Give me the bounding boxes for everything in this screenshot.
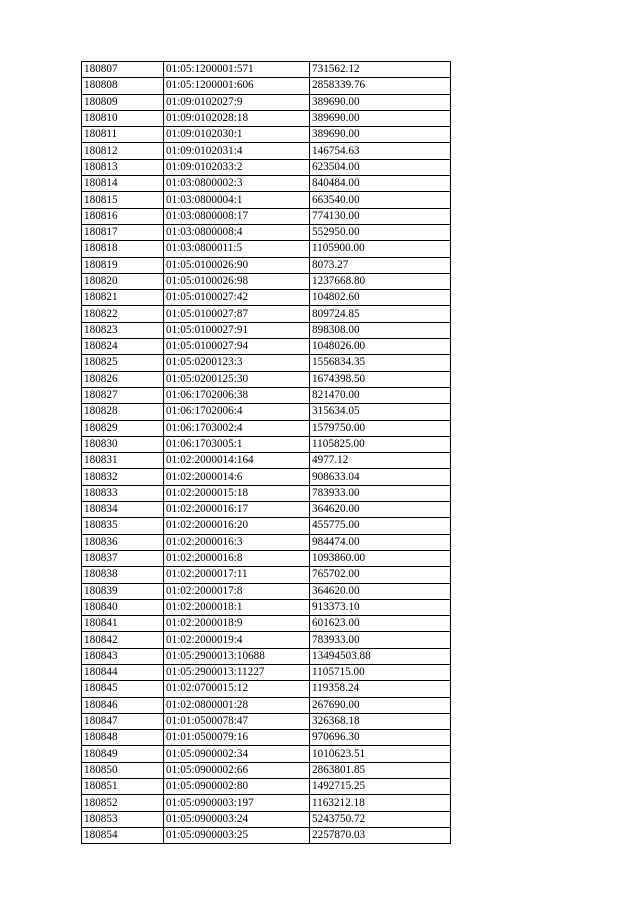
table-row — [82, 159, 451, 175]
table-row — [82, 746, 451, 762]
table-cell-value: 1048026.00 — [310, 339, 451, 355]
table-cell-cadastral-number: 01:09:0102031:4 — [164, 143, 310, 159]
table-cell-value: 2257870.03 — [310, 827, 451, 843]
table-cell-value: 389690.00 — [310, 110, 451, 126]
table-cell-cadastral-number: 01:05:0900002:80 — [164, 779, 310, 795]
table-cell-cadastral-number: 01:05:1200001:606 — [164, 78, 310, 94]
table-cell-cadastral-number: 01:01:0500079:16 — [164, 730, 310, 746]
table-row — [82, 681, 451, 697]
table-row — [82, 502, 451, 518]
table-cell-id: 180812 — [82, 143, 164, 159]
table-row — [82, 110, 451, 126]
table-cell-value: 731562.12 — [310, 62, 451, 78]
table-cell-id: 180829 — [82, 420, 164, 436]
table-cell-cadastral-number: 01:03:0800004:1 — [164, 192, 310, 208]
table-cell-id: 180834 — [82, 502, 164, 518]
table-cell-id: 180819 — [82, 257, 164, 273]
table-cell-value: 364620.00 — [310, 583, 451, 599]
table-row — [82, 257, 451, 273]
table-cell-id: 180853 — [82, 811, 164, 827]
table-row — [82, 355, 451, 371]
table-cell-value: 1105825.00 — [310, 436, 451, 452]
table-cell-id: 180837 — [82, 550, 164, 566]
table-cell-cadastral-number: 01:05:0100027:91 — [164, 322, 310, 338]
table-cell-id: 180833 — [82, 485, 164, 501]
table-cell-value: 315634.05 — [310, 404, 451, 420]
table-row — [82, 339, 451, 355]
table-cell-id: 180838 — [82, 567, 164, 583]
table-cell-cadastral-number: 01:05:0100026:90 — [164, 257, 310, 273]
table-row — [82, 583, 451, 599]
table-row — [82, 697, 451, 713]
table-cell-cadastral-number: 01:02:2000016:8 — [164, 550, 310, 566]
table-cell-cadastral-number: 01:05:0100026:98 — [164, 273, 310, 289]
table-cell-value: 455775.00 — [310, 518, 451, 534]
table-cell-cadastral-number: 01:02:2000017:8 — [164, 583, 310, 599]
table-row — [82, 241, 451, 257]
table-cell-id: 180820 — [82, 273, 164, 289]
table-cell-cadastral-number: 01:06:1702006:4 — [164, 404, 310, 420]
table-row — [82, 713, 451, 729]
table-cell-cadastral-number: 01:02:2000015:18 — [164, 485, 310, 501]
table-cell-cadastral-number: 01:03:0800002:3 — [164, 176, 310, 192]
table-body — [82, 62, 451, 844]
table-cell-cadastral-number: 01:02:2000014:164 — [164, 453, 310, 469]
table-cell-value: 1010623.51 — [310, 746, 451, 762]
table-cell-value: 765702.00 — [310, 567, 451, 583]
table-cell-value: 1163212.18 — [310, 795, 451, 811]
table-row — [82, 518, 451, 534]
table-cell-value: 1237668.80 — [310, 273, 451, 289]
table-cell-id: 180824 — [82, 339, 164, 355]
table-cell-value: 267690.00 — [310, 697, 451, 713]
table-cell-id: 180807 — [82, 62, 164, 78]
table-row — [82, 387, 451, 403]
table-row — [82, 420, 451, 436]
table-cell-id: 180818 — [82, 241, 164, 257]
table-cell-value: 364620.00 — [310, 502, 451, 518]
table-cell-value: 326368.18 — [310, 713, 451, 729]
table-cell-cadastral-number: 01:01:0500078:47 — [164, 713, 310, 729]
table-cell-id: 180826 — [82, 371, 164, 387]
table-row — [82, 371, 451, 387]
table-cell-cadastral-number: 01:09:0102033:2 — [164, 159, 310, 175]
table-cell-cadastral-number: 01:02:2000016:17 — [164, 502, 310, 518]
table-cell-cadastral-number: 01:05:0900002:66 — [164, 762, 310, 778]
table-cell-cadastral-number: 01:09:0102028:18 — [164, 110, 310, 126]
table-cell-value: 601623.00 — [310, 616, 451, 632]
table-cell-value: 821470.00 — [310, 387, 451, 403]
table-row — [82, 485, 451, 501]
table-cell-id: 180845 — [82, 681, 164, 697]
table-cell-cadastral-number: 01:03:0800011:5 — [164, 241, 310, 257]
table-cell-value: 1556834.35 — [310, 355, 451, 371]
table-cell-id: 180843 — [82, 648, 164, 664]
table-row — [82, 290, 451, 306]
table-cell-value: 552950.00 — [310, 224, 451, 240]
table-cell-id: 180813 — [82, 159, 164, 175]
table-cell-value: 1093860.00 — [310, 550, 451, 566]
table-cell-cadastral-number: 01:02:2000018:1 — [164, 599, 310, 615]
table-cell-cadastral-number: 01:05:2900013:10688 — [164, 648, 310, 664]
table-row — [82, 762, 451, 778]
table-cell-cadastral-number: 01:05:0100027:42 — [164, 290, 310, 306]
table-row — [82, 534, 451, 550]
table-cell-value: 119358.24 — [310, 681, 451, 697]
table-row — [82, 827, 451, 843]
table-cell-id: 180816 — [82, 208, 164, 224]
table-cell-value: 5243750.72 — [310, 811, 451, 827]
table-cell-cadastral-number: 01:02:0800001:28 — [164, 697, 310, 713]
table-cell-id: 180846 — [82, 697, 164, 713]
table-cell-cadastral-number: 01:06:1703005:1 — [164, 436, 310, 452]
table-cell-value: 2858339.76 — [310, 78, 451, 94]
table-cell-cadastral-number: 01:05:0900003:24 — [164, 811, 310, 827]
table-row — [82, 62, 451, 78]
table-cell-cadastral-number: 01:06:1702006:38 — [164, 387, 310, 403]
table-row — [82, 469, 451, 485]
table-cell-value: 623504.00 — [310, 159, 451, 175]
table-cell-value: 1579750.00 — [310, 420, 451, 436]
table-row — [82, 208, 451, 224]
table-cell-id: 180808 — [82, 78, 164, 94]
table-cell-value: 774130.00 — [310, 208, 451, 224]
table-cell-id: 180839 — [82, 583, 164, 599]
table-cell-cadastral-number: 01:02:2000018:9 — [164, 616, 310, 632]
table-row — [82, 664, 451, 680]
table-cell-cadastral-number: 01:05:0900003:197 — [164, 795, 310, 811]
table-cell-id: 180844 — [82, 664, 164, 680]
table-row — [82, 143, 451, 159]
table-cell-value: 783933.00 — [310, 485, 451, 501]
table-cell-value: 908633.04 — [310, 469, 451, 485]
table-cell-value: 146754.63 — [310, 143, 451, 159]
table-row — [82, 730, 451, 746]
table-cell-cadastral-number: 01:09:0102027:9 — [164, 94, 310, 110]
table-cell-id: 180841 — [82, 616, 164, 632]
table-cell-id: 180851 — [82, 779, 164, 795]
table-cell-cadastral-number: 01:02:2000016:3 — [164, 534, 310, 550]
table-cell-id: 180815 — [82, 192, 164, 208]
table-cell-id: 180828 — [82, 404, 164, 420]
table-cell-cadastral-number: 01:03:0800008:4 — [164, 224, 310, 240]
table-row — [82, 192, 451, 208]
table-cell-value: 104802.60 — [310, 290, 451, 306]
table-row — [82, 404, 451, 420]
table-row — [82, 795, 451, 811]
table-cell-cadastral-number: 01:05:0200125:30 — [164, 371, 310, 387]
table-row — [82, 632, 451, 648]
table-row — [82, 306, 451, 322]
table-cell-id: 180840 — [82, 599, 164, 615]
table-cell-value: 1105715.00 — [310, 664, 451, 680]
table-cell-value: 663540.00 — [310, 192, 451, 208]
table-cell-id: 180809 — [82, 94, 164, 110]
table-cell-id: 180854 — [82, 827, 164, 843]
table-cell-cadastral-number: 01:02:0700015:12 — [164, 681, 310, 697]
table-row — [82, 811, 451, 827]
table-cell-value: 970696.30 — [310, 730, 451, 746]
table-cell-cadastral-number: 01:09:0102030:1 — [164, 127, 310, 143]
table-cell-cadastral-number: 01:05:1200001:571 — [164, 62, 310, 78]
table-cell-value: 4977.12 — [310, 453, 451, 469]
table-cell-id: 180832 — [82, 469, 164, 485]
table-cell-id: 180849 — [82, 746, 164, 762]
table-row — [82, 436, 451, 452]
table-row — [82, 453, 451, 469]
table-cell-value: 809724.85 — [310, 306, 451, 322]
table-cell-cadastral-number: 01:05:0900002:34 — [164, 746, 310, 762]
table-cell-id: 180817 — [82, 224, 164, 240]
table-cell-cadastral-number: 01:02:2000016:20 — [164, 518, 310, 534]
data-table — [81, 61, 451, 844]
table-row — [82, 567, 451, 583]
table-row — [82, 779, 451, 795]
table-cell-id: 180836 — [82, 534, 164, 550]
table-cell-id: 180821 — [82, 290, 164, 306]
table-cell-cadastral-number: 01:05:2900013:11227 — [164, 664, 310, 680]
table-cell-id: 180835 — [82, 518, 164, 534]
table-cell-id: 180810 — [82, 110, 164, 126]
table-row — [82, 94, 451, 110]
table-cell-cadastral-number: 01:03:0800008:17 — [164, 208, 310, 224]
table-cell-id: 180823 — [82, 322, 164, 338]
table-row — [82, 78, 451, 94]
table-cell-value: 984474.00 — [310, 534, 451, 550]
table-cell-value: 1105900.00 — [310, 241, 451, 257]
table-row — [82, 550, 451, 566]
table-cell-value: 2863801.85 — [310, 762, 451, 778]
table-cell-cadastral-number: 01:02:2000019:4 — [164, 632, 310, 648]
table-cell-id: 180850 — [82, 762, 164, 778]
table-cell-cadastral-number: 01:02:2000017:11 — [164, 567, 310, 583]
table-cell-value: 1492715.25 — [310, 779, 451, 795]
table-cell-cadastral-number: 01:06:1703002:4 — [164, 420, 310, 436]
table-cell-id: 180830 — [82, 436, 164, 452]
table-cell-id: 180848 — [82, 730, 164, 746]
table-row — [82, 616, 451, 632]
table-cell-id: 180811 — [82, 127, 164, 143]
table-cell-id: 180822 — [82, 306, 164, 322]
table-row — [82, 322, 451, 338]
table-cell-value: 8073.27 — [310, 257, 451, 273]
table-cell-id: 180831 — [82, 453, 164, 469]
table-row — [82, 273, 451, 289]
table-cell-id: 180847 — [82, 713, 164, 729]
table-cell-value: 840484.00 — [310, 176, 451, 192]
table-cell-value: 13494503.88 — [310, 648, 451, 664]
table-cell-id: 180827 — [82, 387, 164, 403]
table-cell-id: 180852 — [82, 795, 164, 811]
table-cell-cadastral-number: 01:05:0900003:25 — [164, 827, 310, 843]
table-cell-id: 180814 — [82, 176, 164, 192]
table-cell-cadastral-number: 01:05:0100027:87 — [164, 306, 310, 322]
table-cell-cadastral-number: 01:05:0200123:3 — [164, 355, 310, 371]
table-cell-value: 1674398.50 — [310, 371, 451, 387]
table-row — [82, 599, 451, 615]
table-cell-value: 389690.00 — [310, 94, 451, 110]
table-cell-id: 180842 — [82, 632, 164, 648]
table-cell-cadastral-number: 01:05:0100027:94 — [164, 339, 310, 355]
table-row — [82, 224, 451, 240]
table-cell-value: 783933.00 — [310, 632, 451, 648]
table-cell-id: 180825 — [82, 355, 164, 371]
table-row — [82, 176, 451, 192]
table-cell-value: 898308.00 — [310, 322, 451, 338]
table-row — [82, 127, 451, 143]
table-cell-cadastral-number: 01:02:2000014:6 — [164, 469, 310, 485]
table-row — [82, 648, 451, 664]
table-cell-value: 389690.00 — [310, 127, 451, 143]
table-cell-value: 913373.10 — [310, 599, 451, 615]
